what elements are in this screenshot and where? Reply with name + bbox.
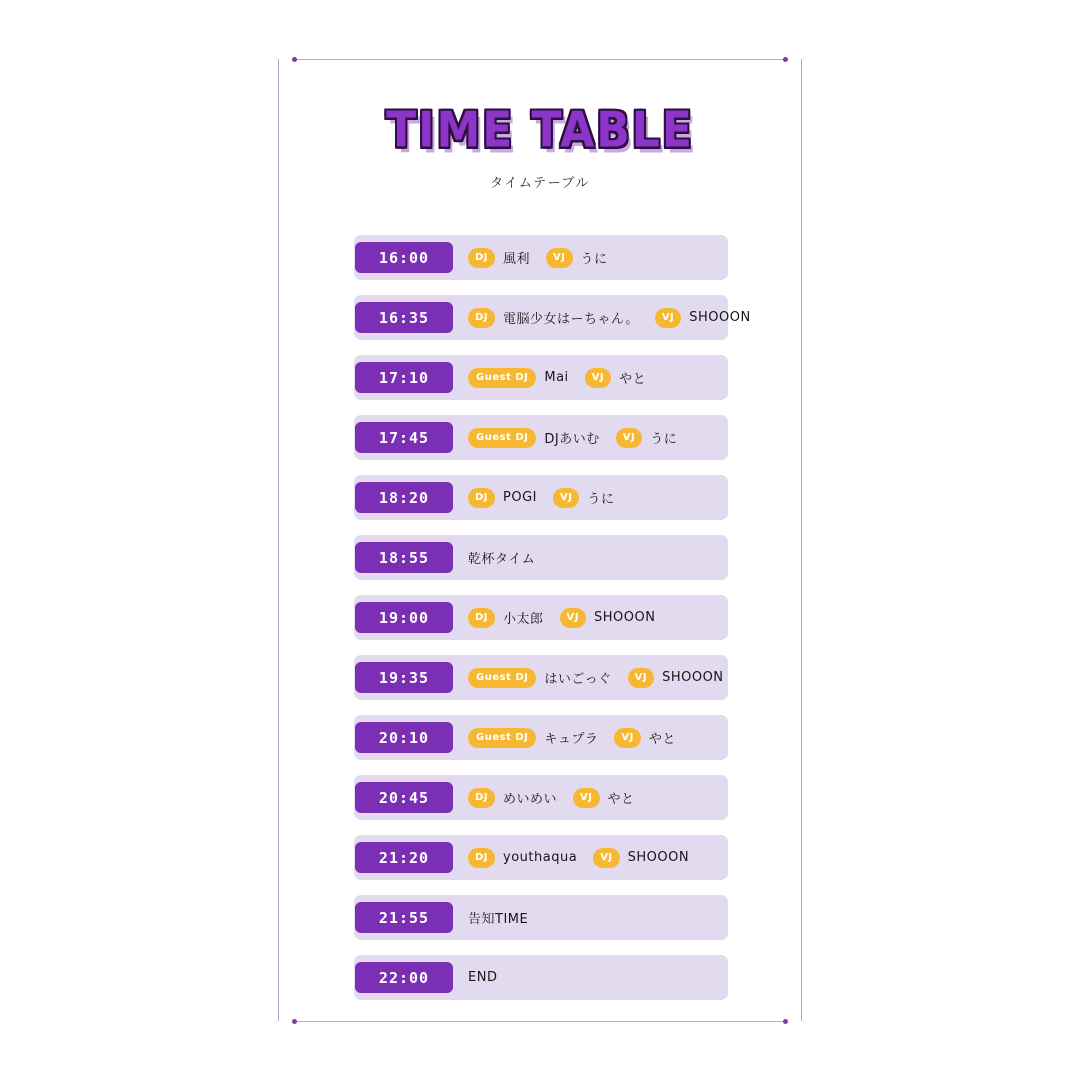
- time-chip: 22:00: [355, 962, 453, 993]
- timetable-poster: [278, 45, 802, 1035]
- performer-name: 小太郎: [503, 612, 544, 627]
- performer-name: やと: [648, 732, 676, 747]
- timetable-row: [354, 475, 728, 520]
- time-chip: 17:45: [355, 422, 453, 453]
- time-chip: 19:00: [355, 602, 453, 633]
- performer-name: キュプラ: [544, 732, 599, 747]
- row-label: 告知TIME: [468, 912, 529, 927]
- row-content: [468, 608, 655, 628]
- row-content: [468, 970, 497, 985]
- timetable-row: [354, 715, 728, 760]
- timetable-row: [354, 535, 728, 580]
- role-tag-guest: Guest DJ: [468, 728, 536, 748]
- corner-dot-top-left: [292, 57, 297, 62]
- timetable-row: [354, 355, 728, 400]
- poster-frame-top-line: [294, 59, 786, 60]
- performer-name: SHOOON: [689, 310, 751, 325]
- page-title: TIME TABLE: [386, 101, 694, 160]
- performer-name: SHOOON: [594, 610, 656, 625]
- performer-name: 風利: [503, 252, 531, 267]
- time-chip: 16:35: [355, 302, 453, 333]
- role-tag-dj: DJ: [468, 488, 495, 508]
- performer-name: めいめい: [503, 792, 558, 807]
- row-content: [468, 368, 646, 388]
- role-tag-vj: VJ: [546, 248, 572, 268]
- row-content: [468, 848, 689, 868]
- performer-name: うに: [587, 492, 615, 507]
- performer-name: POGI: [503, 490, 538, 505]
- title-block: [278, 101, 802, 191]
- timetable-row: [354, 235, 728, 280]
- timetable-row: [354, 955, 728, 1000]
- timetable-row: [354, 835, 728, 880]
- role-tag-guest: Guest DJ: [468, 428, 536, 448]
- performer-name: youthaqua: [503, 850, 578, 865]
- role-tag-guest: Guest DJ: [468, 368, 536, 388]
- timetable-row: [354, 595, 728, 640]
- row-content: [468, 668, 724, 688]
- time-chip: 19:35: [355, 662, 453, 693]
- role-tag-dj: DJ: [468, 848, 495, 868]
- row-content: [468, 308, 751, 328]
- corner-dot-bottom-right: [783, 1019, 788, 1024]
- row-content: [468, 428, 677, 448]
- role-tag-vj: VJ: [560, 608, 586, 628]
- page-subtitle: タイムテーブル: [490, 176, 590, 191]
- row-content: [468, 728, 676, 748]
- timetable-row: [354, 655, 728, 700]
- performer-name: Mai: [544, 370, 569, 385]
- time-chip: 18:55: [355, 542, 453, 573]
- performer-name: うに: [580, 252, 608, 267]
- row-content: [468, 908, 528, 927]
- role-tag-dj: DJ: [468, 308, 495, 328]
- row-content: [468, 788, 635, 808]
- timetable-row: [354, 775, 728, 820]
- time-chip: 20:10: [355, 722, 453, 753]
- performer-name: 電脳少女はーちゃん。: [503, 312, 639, 327]
- performer-name: DJあいむ: [544, 432, 600, 447]
- performer-name: SHOOON: [662, 670, 724, 685]
- performer-name: やと: [619, 372, 647, 387]
- performer-name: SHOOON: [627, 850, 690, 865]
- corner-dot-top-right: [783, 57, 788, 62]
- role-tag-dj: DJ: [468, 608, 495, 628]
- performer-name: はいごっぐ: [544, 672, 612, 687]
- row-content: [468, 548, 535, 567]
- role-tag-vj: VJ: [628, 668, 654, 688]
- role-tag-vj: VJ: [616, 428, 642, 448]
- role-tag-vj: VJ: [614, 728, 640, 748]
- time-chip: 21:20: [355, 842, 453, 873]
- poster-frame-bottom-line: [294, 1021, 786, 1022]
- time-chip: 21:55: [355, 902, 453, 933]
- row-label: END: [468, 970, 498, 985]
- role-tag-dj: DJ: [468, 248, 495, 268]
- time-chip: 16:00: [355, 242, 453, 273]
- time-chip: 17:10: [355, 362, 453, 393]
- time-chip: 18:20: [355, 482, 453, 513]
- role-tag-vj: VJ: [585, 368, 611, 388]
- role-tag-vj: VJ: [655, 308, 681, 328]
- role-tag-vj: VJ: [553, 488, 579, 508]
- performer-name: やと: [607, 792, 635, 807]
- role-tag-vj: VJ: [593, 848, 619, 868]
- role-tag-vj: VJ: [573, 788, 599, 808]
- time-chip: 20:45: [355, 782, 453, 813]
- role-tag-guest: Guest DJ: [468, 668, 536, 688]
- timetable-rows: [354, 235, 751, 1015]
- role-tag-dj: DJ: [468, 788, 495, 808]
- corner-dot-bottom-left: [292, 1019, 297, 1024]
- timetable-row: [354, 295, 751, 340]
- row-content: [468, 488, 615, 508]
- timetable-row: [354, 895, 728, 940]
- timetable-row: [354, 415, 728, 460]
- row-content: [468, 248, 608, 268]
- row-label: 乾杯タイム: [468, 552, 536, 567]
- performer-name: うに: [650, 432, 678, 447]
